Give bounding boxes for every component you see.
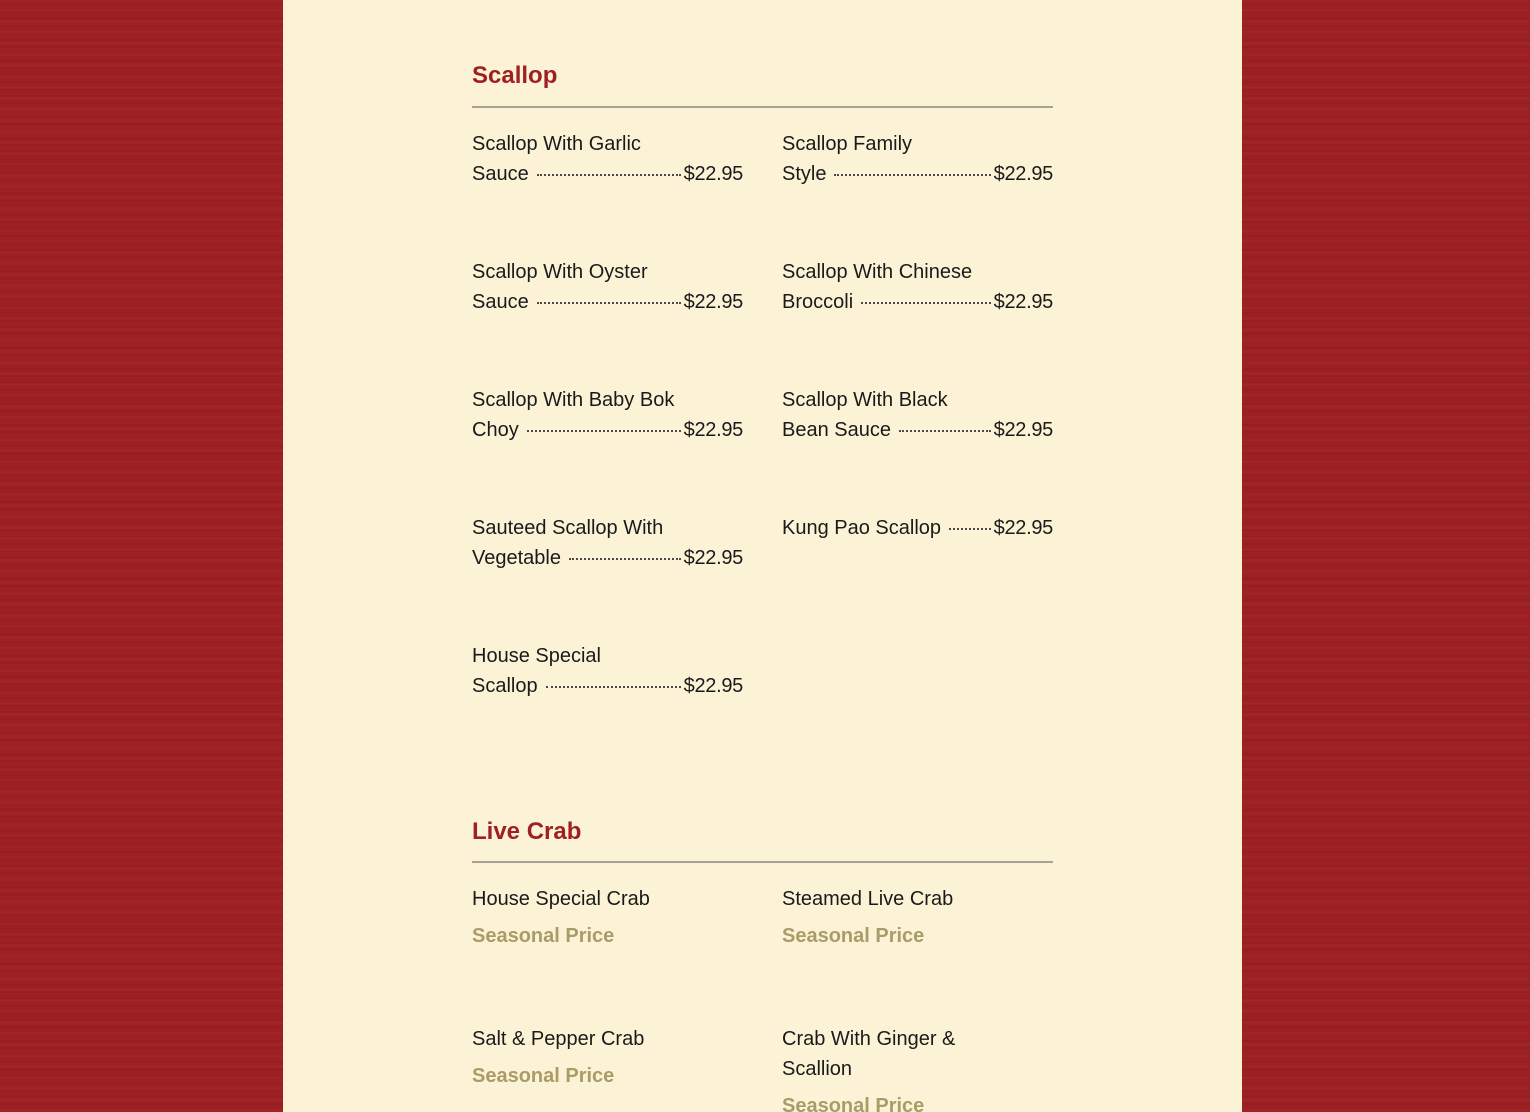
menu-item-name-cont: Bean Sauce	[782, 419, 891, 441]
dot-leader	[899, 430, 991, 432]
menu-item-name-cont: Sauce	[472, 163, 529, 185]
section-title-scallop: Scallop	[472, 62, 558, 89]
menu-item-name: Scallop With Black	[782, 389, 948, 411]
menu-item-name-cont: Scallop	[472, 675, 538, 697]
menu-item-name: Kung Pao Scallop	[782, 517, 942, 539]
menu-item-seasonal-price: Seasonal Price	[472, 1065, 615, 1087]
menu-item-name: Crab With Ginger &	[782, 1028, 956, 1050]
menu-item-seasonal-price: Seasonal Price	[472, 925, 615, 947]
dot-leader	[949, 528, 991, 530]
menu-item-seasonal-price: Seasonal Price	[782, 1095, 925, 1112]
menu-item-scallop-garlic-sauce[interactable]	[472, 129, 743, 189]
menu-item-price: $22.95	[993, 517, 1053, 539]
menu-item-scallop-oyster-sauce[interactable]	[472, 257, 743, 317]
dot-leader	[569, 558, 681, 560]
dot-leader	[537, 302, 681, 304]
dot-leader	[537, 174, 681, 176]
menu-item-crab-ginger-scallion[interactable]	[782, 1024, 1053, 1112]
menu-item-price: $22.95	[683, 163, 743, 185]
menu-item-name: Scallop Family	[782, 133, 913, 155]
menu-item-name: Sauteed Scallop With	[472, 517, 664, 539]
menu-item-price: $22.95	[683, 675, 743, 697]
section-divider	[472, 106, 1053, 108]
menu-item-steamed-live-crab[interactable]	[782, 884, 1053, 946]
menu-item-name: Scallop With Baby Bok	[472, 389, 675, 411]
menu-panel	[283, 0, 1242, 1112]
menu-item-scallop-baby-bok-choy[interactable]	[472, 385, 743, 445]
menu-item-house-special-scallop[interactable]	[472, 641, 743, 701]
menu-item-name: Salt & Pepper Crab	[472, 1028, 645, 1050]
menu-item-price: $22.95	[683, 291, 743, 313]
menu-item-price: $22.95	[993, 291, 1053, 313]
menu-item-price: $22.95	[683, 547, 743, 569]
menu-item-name: Steamed Live Crab	[782, 888, 954, 910]
dot-leader	[834, 174, 990, 176]
menu-item-name-cont: Sauce	[472, 291, 529, 313]
menu-item-price: $22.95	[993, 163, 1053, 185]
dot-leader	[527, 430, 681, 432]
menu-item-seasonal-price: Seasonal Price	[782, 925, 925, 947]
menu-item-name: House Special Crab	[472, 888, 650, 910]
menu-item-name-cont: Scallion	[782, 1058, 853, 1080]
menu-item-scallop-family-style[interactable]	[782, 129, 1053, 189]
menu-item-name: Scallop With Oyster	[472, 261, 648, 283]
menu-item-price: $22.95	[993, 419, 1053, 441]
menu-item-house-special-crab[interactable]	[472, 884, 743, 946]
menu-item-name-cont: Style	[782, 163, 827, 185]
dot-leader	[861, 302, 990, 304]
menu-item-scallop-black-bean-sauce[interactable]	[782, 385, 1053, 445]
menu-item-name-cont: Vegetable	[472, 547, 561, 569]
section-title-live-crab: Live Crab	[472, 818, 582, 845]
menu-item-name-cont: Broccoli	[782, 291, 854, 313]
menu-item-name: House Special	[472, 645, 601, 667]
menu-item-salt-pepper-crab[interactable]	[472, 1024, 743, 1086]
dot-leader	[546, 686, 681, 688]
menu-item-name: Scallop With Garlic	[472, 133, 641, 155]
section-divider	[472, 861, 1053, 863]
menu-item-name: Scallop With Chinese	[782, 261, 973, 283]
menu-item-sauteed-scallop-vegetable[interactable]	[472, 513, 743, 573]
menu-item-scallop-chinese-broccoli[interactable]	[782, 257, 1053, 317]
menu-item-price: $22.95	[683, 419, 743, 441]
menu-item-kung-pao-scallop[interactable]	[782, 513, 1053, 543]
menu-item-name-cont: Choy	[472, 419, 519, 441]
